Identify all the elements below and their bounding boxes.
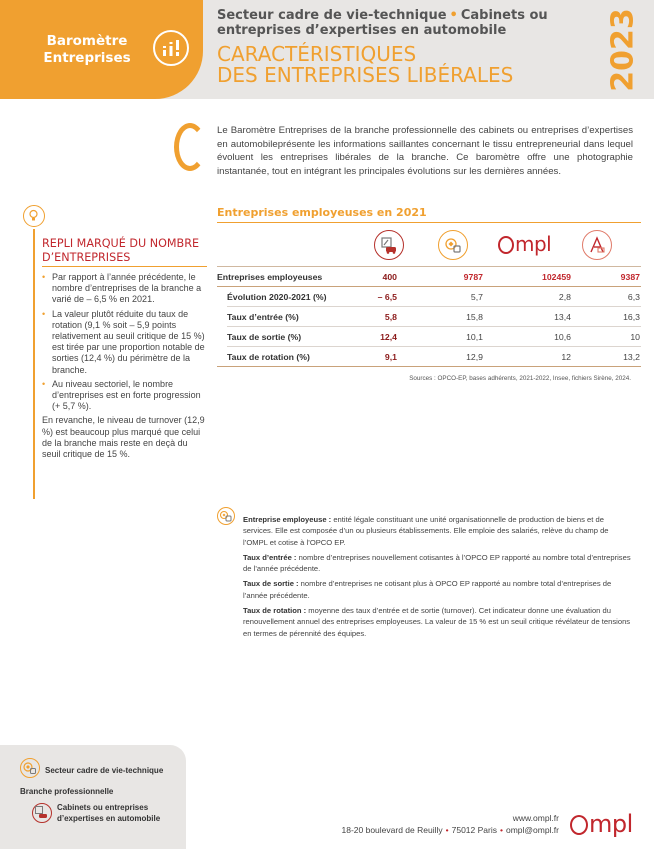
address-city: 75012 Paris (451, 825, 497, 835)
ompl-o-ring (498, 236, 514, 254)
table-row (217, 267, 641, 287)
branch-label: Cabinets ou entreprises d’expertises en automobile (217, 8, 548, 38)
sector-logo-icon (438, 230, 468, 260)
table-row (217, 287, 641, 307)
separator-dot: • (499, 825, 503, 835)
table-row (217, 327, 641, 347)
definition-item (243, 605, 633, 639)
summary-body (42, 272, 206, 460)
branch-logo-icon (374, 230, 404, 260)
footer-address (296, 825, 559, 835)
definition-text: entité légale constituant une unité organisationnelle de production de biens et de services. Elle est composée d’un ou plusieurs établissements. Elle emploie des salariés, relève du champ de l’OMPL et cotise à l’OPCO EP. (243, 515, 609, 547)
ompl-table-logo: mpl (498, 232, 551, 256)
definition-item (243, 578, 633, 601)
table-top-rule (217, 222, 641, 223)
cell-branch: 12,4 (380, 332, 397, 342)
summary-paragraph: En revanche, le niveau de turnover (12,9 %) est beaucoup plus marqué que celui de la branche mais reste en deçà du seuil critique de 15 %. (42, 415, 205, 460)
lightbulb-icon (23, 205, 45, 227)
row-label: Taux de sortie (%) (227, 332, 302, 342)
cell-liberal: 13,2 (623, 352, 640, 362)
row-label: Entreprises employeuses (217, 272, 323, 282)
cell-ompl: 13,4 (554, 312, 571, 322)
separator-dot: • (449, 8, 458, 23)
intro-paragraph: Le Baromètre Entreprises de la branche professionnelle des cabinets ou entreprises d’expertises en automobileprésente les informations saillantes concernant le tissu entrepreneurial dans lequel évoluent les entreprises libérales de la branche. Ce baromètre offre une photographie instantanée, tout en intégrant les principales évolutions sur les dernières années. (217, 125, 633, 177)
branch-name: Cabinets ou entreprises d’expertises en automobile (57, 803, 161, 823)
branch-caption: Branche professionnelle (20, 787, 114, 796)
definition-text: nombre d’entreprises ne cotisant plus à OPCO EP rapporté au nombre total d’entreprises de l’année précédente. (243, 579, 612, 600)
liberal-logo-icon (582, 230, 612, 260)
definition-icon (217, 507, 235, 525)
footer-url[interactable]: www.ompl.fr (512, 813, 559, 823)
cell-liberal: 9387 (620, 272, 640, 282)
table-sources: Sources : OPCO-EP, bases adhérents, 2021-2022, Insee, fichiers Sirène, 2024. (409, 375, 631, 382)
table-row (217, 347, 641, 367)
definitions (243, 514, 633, 643)
page-title (217, 44, 597, 86)
table-title: Entreprises employeuses en 2021 (217, 206, 427, 219)
cell-sector: 10,1 (466, 332, 483, 342)
cell-liberal: 6,3 (627, 292, 640, 302)
cell-branch: – 6,5 (377, 292, 397, 302)
definition-text: moyenne des taux d’entrée et de sortie (turnover). Cet indicateur donne une évaluation du renouvellement annuel des entreprises employeuses. La valeur de 15 % est un seuil critique révélateur de tensions en termes de pérennité des équipes. (243, 606, 631, 638)
row-label: Taux d’entrée (%) (227, 312, 299, 322)
footer-email[interactable]: ompl@ompl.fr (505, 825, 559, 835)
cell-liberal: 16,3 (623, 312, 640, 322)
summary-bullet: • Au niveau sectoriel, le nombre d’entreprises est en forte progression (+ 5,7 %). (42, 379, 206, 413)
definition-item (243, 514, 633, 548)
year-label: 2023 (605, 8, 641, 92)
summary-title-rule (42, 266, 207, 267)
cell-sector: 15,8 (466, 312, 483, 322)
cell-ompl: 12 (561, 352, 571, 362)
cell-branch: 9,1 (384, 352, 397, 362)
definition-term: Taux d’entrée : (243, 552, 297, 562)
sector-label: Secteur cadre de vie-technique (217, 8, 447, 23)
cell-liberal: 10 (630, 332, 640, 342)
definition-term: Taux de rotation : (243, 606, 307, 616)
cell-ompl: 2,8 (558, 292, 571, 302)
definition-text: nombre d’entreprises nouvellement cotisantes à l’OPCO EP rapporté au nombre total d’entreprises de l’année précédente. (243, 552, 631, 574)
cell-sector: 5,7 (470, 292, 483, 302)
definition-item (243, 552, 633, 575)
branch-icon (32, 803, 52, 823)
address-street: 18-20 boulevard de Reuilly (341, 825, 443, 835)
definition-term: Entreprise employeuse : (243, 515, 332, 524)
cell-ompl: 10,6 (554, 332, 571, 342)
cell-branch: 400 (382, 272, 397, 282)
ompl-o-ring (570, 815, 588, 835)
row-label: Évolution 2020-2021 (%) (227, 292, 327, 302)
title-line1: CARACTÉRISTIQUES (217, 42, 417, 66)
barometer-icon (153, 30, 189, 66)
row-label: Taux de rotation (%) (227, 352, 310, 362)
separator-dot: • (445, 825, 449, 835)
cell-sector: 12,9 (466, 352, 483, 362)
ompl-footer-logo: mpl (570, 810, 633, 838)
intro-arc-decoration (174, 123, 206, 171)
summary-bullet: • Par rapport à l’année précédente, le nombre d’entreprises de la branche a varié de – 6,5 % en 2021. (42, 272, 206, 306)
cell-sector: 9787 (463, 272, 483, 282)
barometre-badge (0, 0, 203, 99)
definition-term: Taux de sortie : (243, 579, 299, 589)
badge-line2: Entreprises (43, 50, 131, 66)
sector-icon (20, 758, 40, 778)
summary-title: REPLI MARQUÉ DU NOMBRE D’ENTREPRISES (42, 237, 200, 264)
badge-line1: Baromètre (46, 33, 128, 49)
cell-branch: 5,8 (384, 312, 397, 322)
left-accent-bar (33, 229, 35, 499)
row-divider (217, 366, 641, 368)
table-row (217, 307, 641, 327)
header-subtitle (217, 8, 597, 38)
cell-ompl: 102459 (542, 272, 571, 282)
sector-name: Secteur cadre de vie-technique (45, 766, 164, 775)
summary-bullet: • La valeur plutôt réduite du taux de rotation (9,1 % soit – 5,9 points relativement au seuil critique de 15 %) est tirée par une proportion notable de sorties (12,4 %) du périmètre de la branche. (42, 309, 206, 376)
title-line2: DES ENTREPRISES LIBÉRALES (217, 63, 514, 87)
